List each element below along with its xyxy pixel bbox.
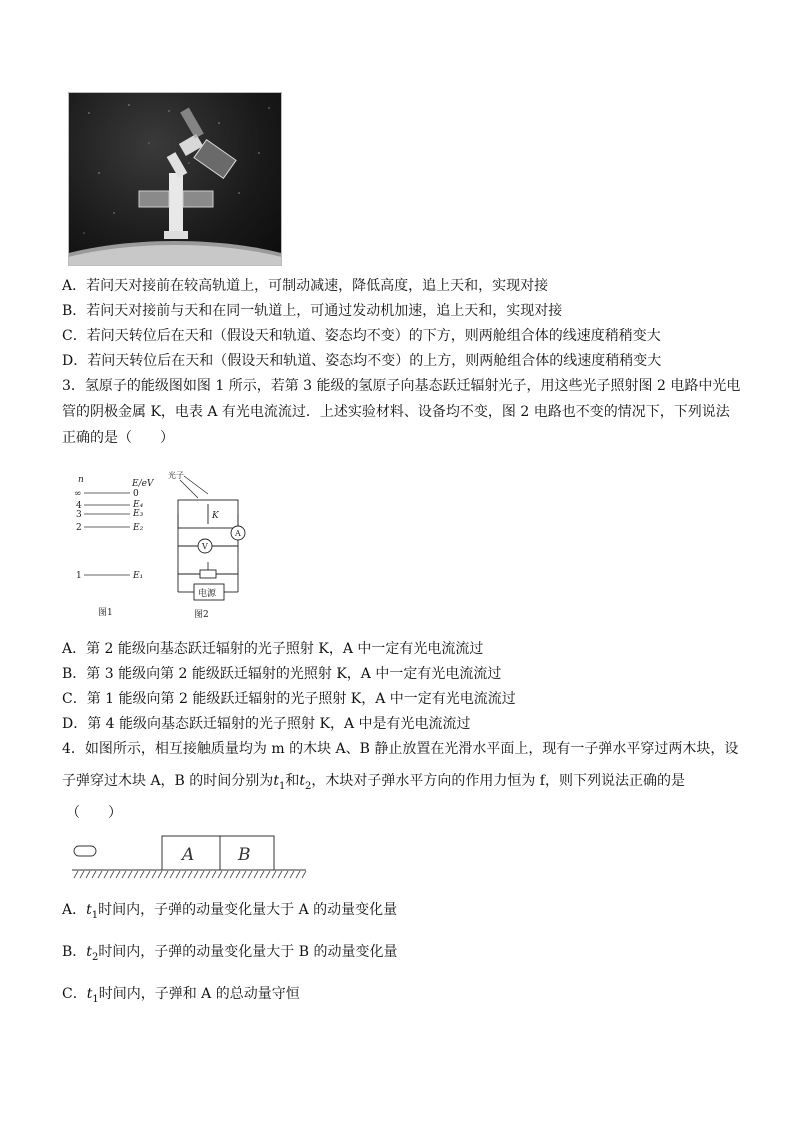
hatch-mark [92, 871, 96, 878]
block-b-label: B [238, 845, 251, 865]
fig2-ammeter-label: A [235, 529, 241, 538]
fig1-level-4: 4 [76, 501, 82, 511]
hatch-mark [152, 871, 156, 878]
q4-stem-line-1: 4．如图所示，相互接触质量均为 m 的木块 A、B 静止放置在光滑水平面上，现有一子弹水平穿过两木块，设 [62, 741, 739, 757]
q4-option-b-text: 时间内，子弹的动量变化量大于 B 的动量变化量 [98, 944, 398, 960]
fig1-value-e4: E₄ [133, 500, 144, 510]
q4-option-c-text: 时间内，子弹和 A 的总动量守恒 [98, 986, 300, 1002]
hatch-mark [296, 871, 300, 878]
hatch-mark [122, 871, 126, 878]
hatch-mark [230, 871, 234, 878]
fig2-k-label: K [212, 511, 219, 521]
q4-t2-var: t [299, 773, 305, 789]
q3-option-b: B．第 3 能级向第 2 能级跃迁辐射的光照射 K，A 中一定有光电流流过 [62, 666, 502, 682]
hatch-mark [146, 871, 150, 878]
q4-t1-sub: 1 [278, 780, 286, 792]
hatch-mark [158, 871, 162, 878]
hatch-mark [248, 871, 252, 878]
hatch-mark [206, 871, 210, 878]
hatch-mark [164, 871, 168, 878]
space-station-illustration [69, 93, 281, 265]
q4-t2-sub: 2 [304, 780, 312, 792]
hatch-mark [272, 871, 276, 878]
fig1-n-label: n [78, 475, 84, 485]
q4-option-c-prefix: C． [62, 986, 87, 1002]
hatch-mark [218, 871, 222, 878]
hatch-mark [74, 871, 78, 878]
fig2-light-label: 光子 [168, 471, 184, 480]
fig1-level-3: 3 [76, 510, 82, 520]
hatch-mark [194, 871, 198, 878]
q4-option-a-text: 时间内，子弹的动量变化量大于 A 的动量变化量 [98, 902, 398, 918]
hatch-mark [278, 871, 282, 878]
hatch-mark [254, 871, 258, 878]
hatch-mark [134, 871, 138, 878]
fig2-light-ray-1 [180, 480, 198, 498]
energy-level-diagram [70, 474, 165, 624]
fig1-value-e1: E₁ [133, 571, 144, 581]
hatch-mark [260, 871, 264, 878]
hatch-mark [170, 871, 174, 878]
q4-option-c [62, 984, 300, 1010]
q4-option-c-sub: 1 [92, 993, 99, 1005]
bullet [74, 846, 96, 856]
space-station-photo [68, 92, 282, 266]
q4-stem-part-c: ，木块对子弹水平方向的作用力恒为 f，则下列说法正确的是 [311, 773, 685, 789]
q4-option-a-sub: 1 [91, 909, 99, 921]
fig2-source-label: 电源 [198, 589, 217, 599]
q4-option-b-prefix: B． [62, 944, 87, 960]
hatch-mark [212, 871, 216, 878]
q4-option-a-prefix: A． [62, 902, 87, 918]
fig1-value-0: 0 [133, 489, 139, 499]
fig1-level-1: 1 [76, 571, 82, 581]
hatch-mark [284, 871, 288, 878]
q4-option-b-sub: 2 [91, 951, 99, 963]
hatch-mark [188, 871, 192, 878]
q2-option-c: C．若问天转位后在天和（假设天和轨道、姿态均不变）的下方，则两舱组合体的线速度稍稍变大 [62, 328, 661, 344]
hatch-mark [110, 871, 114, 878]
hatch-mark [128, 871, 132, 878]
fig1-value-e2: E₂ [133, 523, 144, 533]
hatch-mark [86, 871, 90, 878]
q4-option-b-var: t [86, 944, 92, 960]
q4-stem-line-2 [62, 771, 685, 797]
q4-stem-part-b: 和 [285, 773, 300, 789]
hatch-mark [266, 871, 270, 878]
hatch-mark [140, 871, 144, 878]
q3-option-a: A．第 2 能级向基态跃迁辐射的光子照射 K，A 中一定有光电流流过 [62, 641, 484, 657]
q4-option-b [62, 942, 398, 968]
hatch-mark [80, 871, 84, 878]
ground-hatching [74, 871, 306, 878]
hatch-mark [242, 871, 246, 878]
hatch-mark [182, 871, 186, 878]
block-a-label: A [182, 845, 195, 865]
hatch-mark [116, 871, 120, 878]
fig1-value-e3: E₃ [133, 509, 144, 519]
q2-option-a: A．若问天对接前在较高轨道上，可制动减速，降低高度，追上天和，实现对接 [62, 278, 549, 294]
fig1-level-inf: ∞ [74, 489, 82, 499]
fig2-voltmeter-label: V [202, 542, 208, 551]
fig1-caption: 图1 [98, 608, 113, 618]
hatch-mark [224, 871, 228, 878]
fig1-e-label: E/eV [132, 479, 154, 489]
q4-option-a-var: t [86, 902, 92, 918]
q4-stem-part-a: 子弹穿过木块 A，B 的时间分别为 [62, 773, 274, 789]
q3-option-d: D．第 4 能级向基态跃迁辐射的光子照射 K，A 中是有光电流流过 [62, 716, 471, 732]
hatch-mark [236, 871, 240, 878]
bullet-blocks-diagram [70, 832, 310, 884]
fig2-caption: 图2 [194, 610, 209, 620]
q4-option-a [62, 900, 397, 926]
photoelectric-circuit-diagram [160, 460, 260, 630]
hatch-mark [290, 871, 294, 878]
q3-stem-line-2: 管的阴极金属 K，电表 A 有光电流流过．上述实验材料、设备均不变，图 2 电路也不变的情况下，下列说法 [62, 404, 730, 420]
q3-option-c: C．第 1 能级向第 2 能级跃迁辐射的光子照射 K，A 中一定有光电流流过 [62, 691, 516, 707]
fig2-rheostat [200, 570, 216, 578]
hatch-mark [104, 871, 108, 878]
q4-t1-var: t [273, 773, 279, 789]
fig2-light-ray-2 [184, 476, 208, 494]
hatch-mark [302, 871, 306, 878]
hatch-mark [98, 871, 102, 878]
fig1-level-2: 2 [76, 523, 82, 533]
hatch-mark [176, 871, 180, 878]
q4-option-c-var: t [86, 986, 93, 1002]
q2-option-b: B．若问天对接前与天和在同一轨道上，可通过发动机加速，追上天和，实现对接 [62, 303, 563, 319]
q2-option-d: D．若问天转位后在天和（假设天和轨道、姿态均不变）的上方，则两舱组合体的线速度稍稍变大 [62, 353, 662, 369]
q4-answer-paren: （ ） [66, 805, 122, 821]
q3-stem-line-1: 3．氢原子的能级图如图 1 所示，若第 3 能级的氢原子向基态跃迁辐射光子，用这些光子照射图 2 电路中光电 [62, 378, 741, 394]
hatch-mark [200, 871, 204, 878]
q3-stem-line-3: 正确的是（ ） [62, 430, 174, 446]
